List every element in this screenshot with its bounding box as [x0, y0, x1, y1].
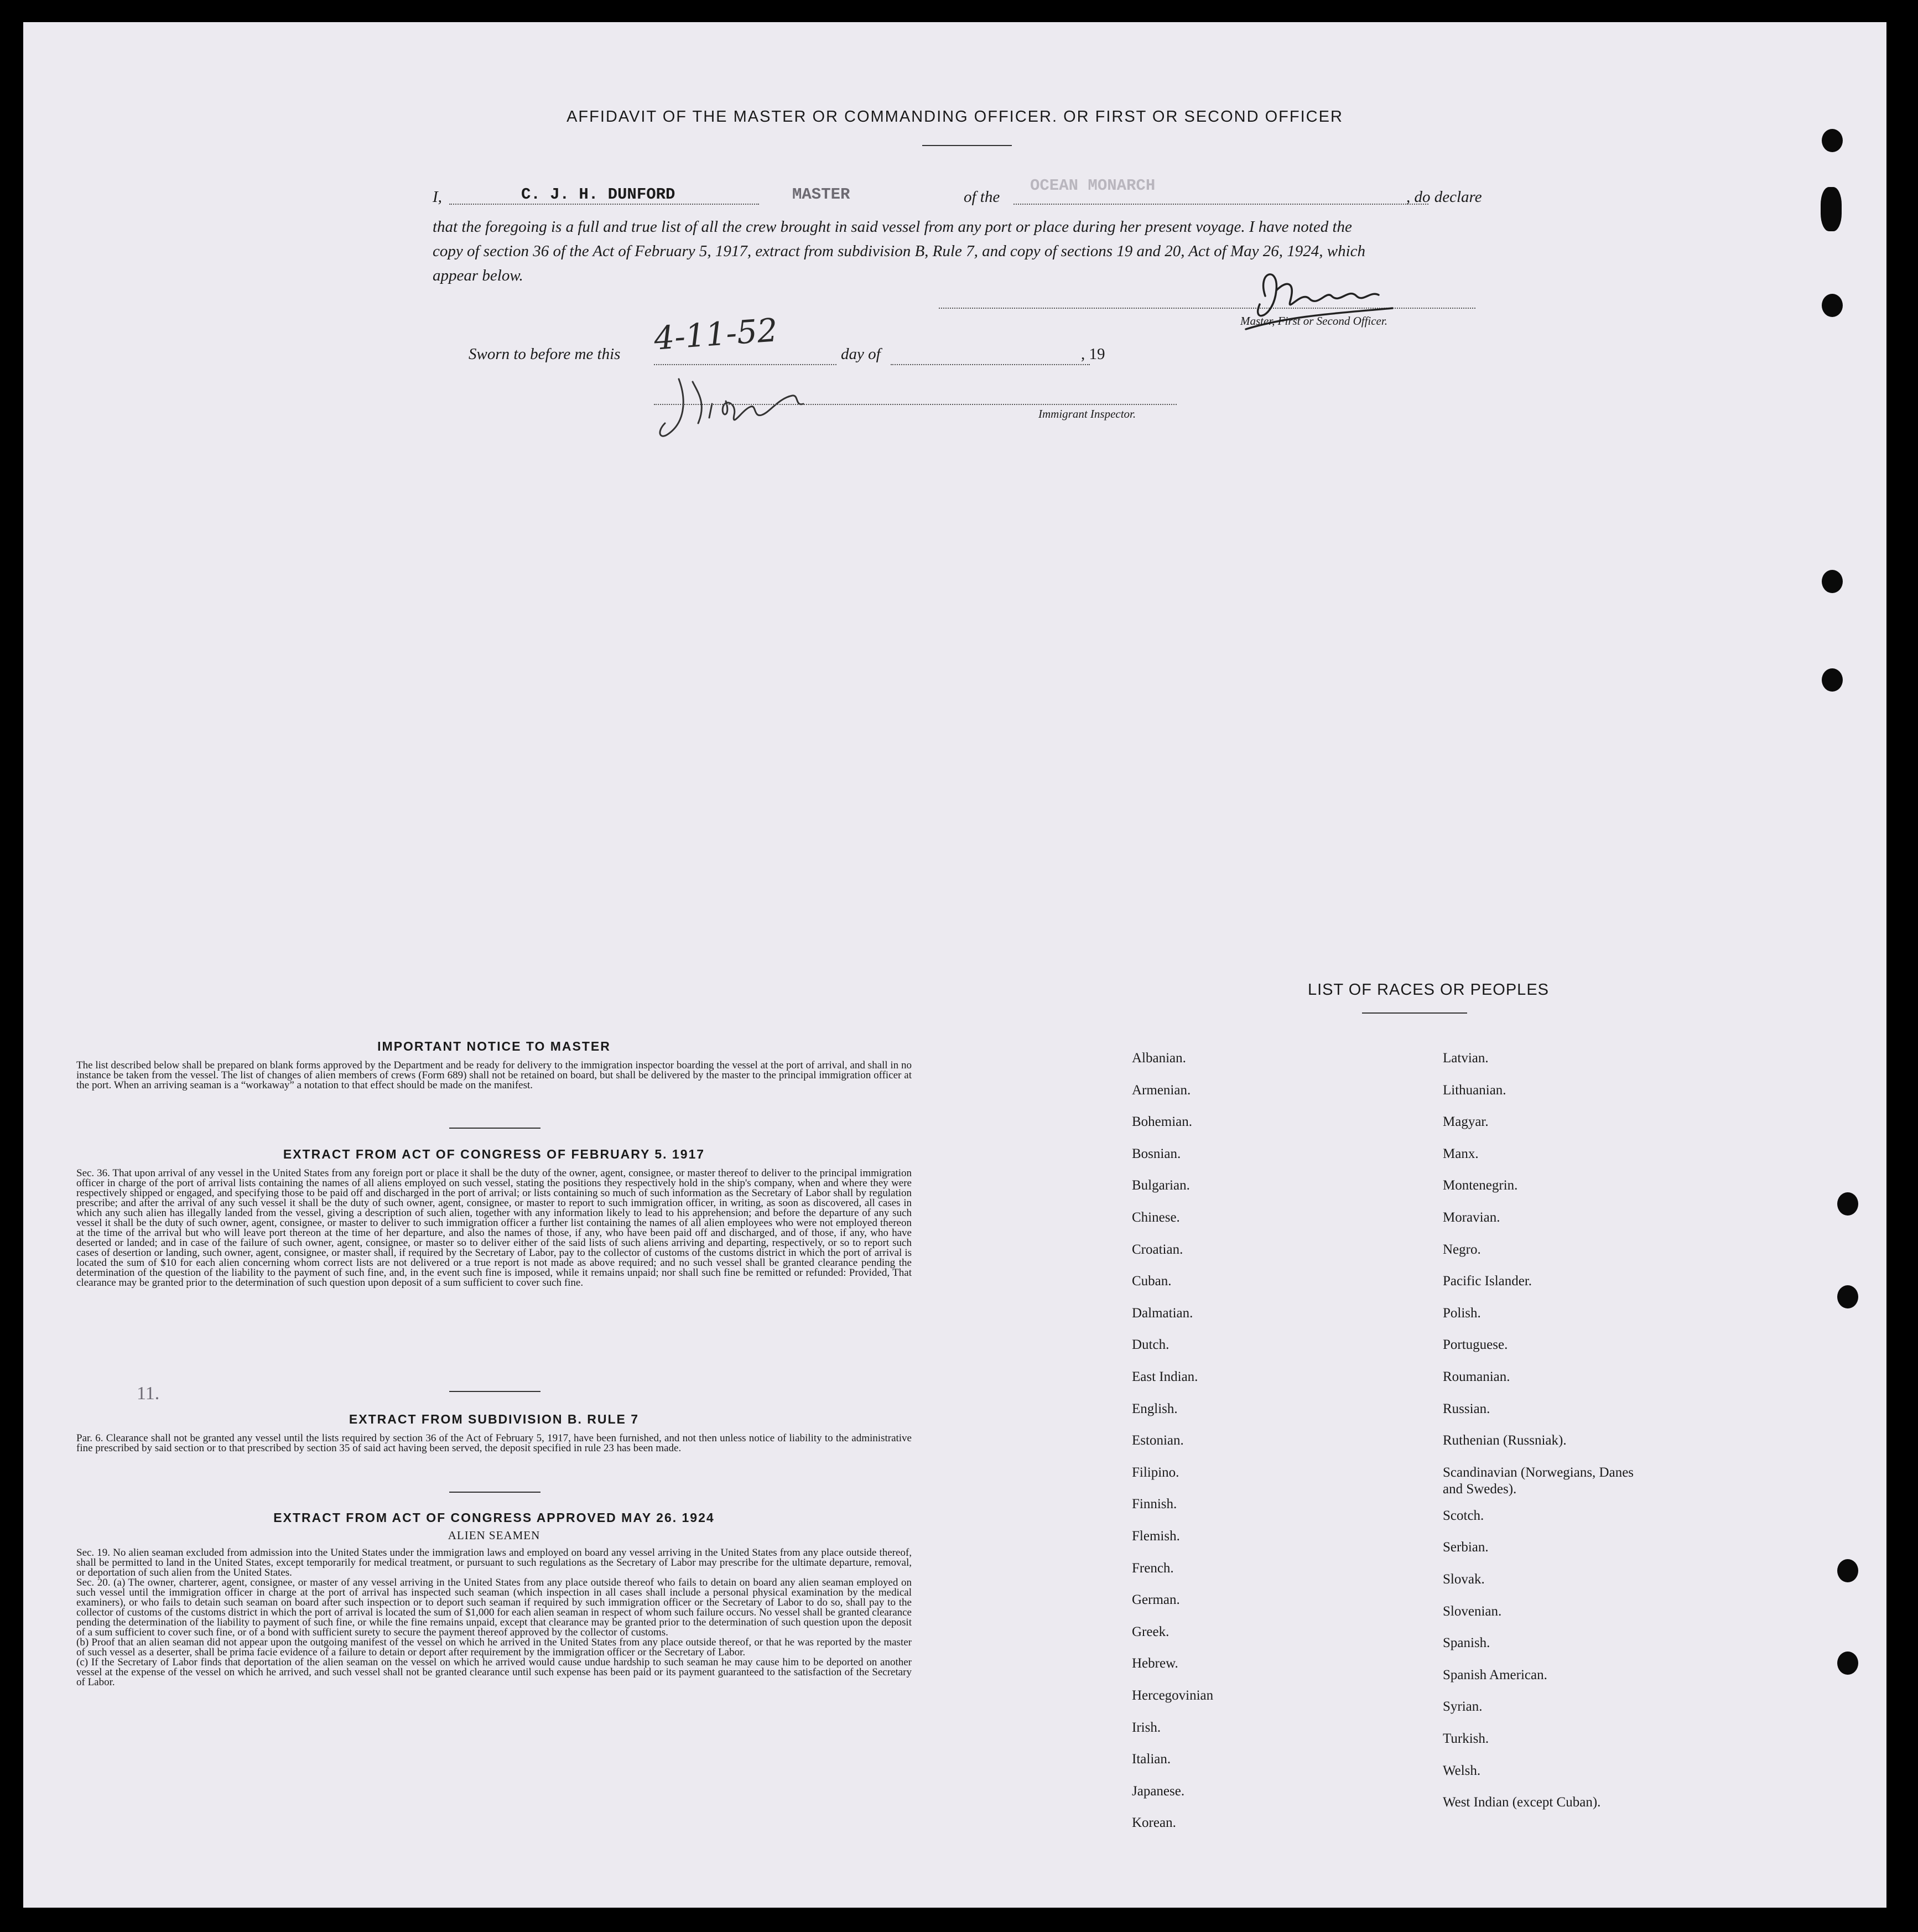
race-item: Pacific Islander.	[1443, 1274, 1532, 1289]
race-item: West Indian (except Cuban).	[1443, 1795, 1601, 1810]
race-item: Serbian.	[1443, 1540, 1489, 1555]
notice-body: The list described below shall be prepared on blank forms approved by the Department and be ready for delivery to the immigration inspector boarding the vessel at the port of arrival, and shall in no instance be taken from the vessel. The list of changes of alien members of crews (Form 689) shall not be retained on board, but shall be delivered by the master to the principal immigration officer at the port. When an arriving seaman is a “workaway” a notation to that effect should be made on the manifest.	[76, 1060, 912, 1091]
affidavit-title: AFFIDAVIT OF THE MASTER OR COMMANDING OFFICER. OR FIRST OR SECOND OFFICER	[566, 108, 1343, 126]
race-item: Magyar.	[1443, 1114, 1489, 1130]
race-item: Manx.	[1443, 1146, 1479, 1161]
race-item: Hercegovinian	[1132, 1688, 1214, 1703]
race-item: Bohemian.	[1132, 1114, 1193, 1130]
extract-1924-subtitle: ALIEN SEAMEN	[448, 1529, 540, 1542]
race-item: Polish.	[1443, 1305, 1481, 1321]
race-item: Negro.	[1443, 1242, 1481, 1257]
race-item: Albanian.	[1132, 1051, 1186, 1066]
race-item: Welsh.	[1443, 1763, 1481, 1778]
declaration-line-3: copy of section 36 of the Act of February 5, 1917, extract from subdivision B, Rule 7, and copy of sections 19 and 20, Act of May 26, 1924, which	[433, 242, 1366, 260]
sworn-date: 4-11-52	[652, 311, 779, 357]
race-item: Syrian.	[1443, 1699, 1483, 1715]
extract-rule-7	[76, 1412, 912, 1453]
race-item: Lithuanian.	[1443, 1082, 1506, 1098]
rule-7-title: EXTRACT FROM SUBDIVISION B. RULE 7	[349, 1412, 640, 1426]
extract-1917-body: Sec. 36. That upon arrival of any vessel in the United States from any foreign port or place it shall be the duty of the owner, agent, consignee, or master thereof to deliver to the principal immigration officer in charge of the port of arrival lists containing the names of all aliens employed on such vessel, stating the positions they respectively hold in the ship's company, when and where they were respectively shipped or engaged, and specifying those to be paid off and discharged in the port of arrival; or lists containing so much of such information as the Secretary of Labor shall by regulation prescribe; and after the arrival of any such vessel it shall be the duty of such owner, agent, consignee, or master to report to such immigration officer, in writing, as soon as discovered, all cases in which any such alien has illegally landed from the vessel, giving a description of such alien, together with any information likely to lead to his apprehension; and before the departure of any such vessel it shall be the duty of such owner, agent, consignee, or master to deliver to such immigration officer a further list containing the names of all alien employees who were not employed thereon at the time of the arrival but who will leave port thereon at the time of her departure, and also the names of those, if any, who have been paid off and discharged, and of those, if any, who have deserted or landed; and in case of the failure of such owner, agent, consignee, or master so to deliver either of the said lists of such aliens arriving and departing, respectively, or so to report such cases of desertion or landing, such owner, agent, consignee, or master shall, if required by the Secretary of Labor, pay to the collector of customs of the customs district in which the port of arrival is located the sum of $10 for each alien concerning whom correct lists are not delivered or a true report is not made as above required; and no such vessel shall be granted clearance pending the determination of the question of the liability to the payment of such fine, and, in the event such fine is imposed, while it remains unpaid; nor shall such fine be remitted or refunded: Provided, That clearance may be granted prior to the determination of such question upon deposit of a sum sufficient to cover such fine.	[76, 1167, 912, 1289]
race-item: Croatian.	[1132, 1242, 1183, 1257]
race-item: Japanese.	[1132, 1783, 1185, 1799]
race-item: Latvian.	[1443, 1051, 1489, 1066]
punch-hole	[1822, 129, 1843, 152]
race-item: Bulgarian.	[1132, 1178, 1190, 1193]
notice-title: IMPORTANT NOTICE TO MASTER	[377, 1039, 611, 1053]
sec-20b: (b) Proof that an alien seaman did not appear upon the outgoing manifest of the vessel on which he arrived in the United States from any place outside thereof, or that he was reported by the master of such vessel as a deserter, shall be prima facie evidence of a failure to detain or deport after requirement by the immigration officer or the Secretary of Labor.	[76, 1637, 912, 1658]
race-item: Dutch.	[1132, 1337, 1169, 1353]
race-item: Italian.	[1132, 1752, 1171, 1767]
sec-20a: Sec. 20. (a) The owner, charterer, agent, consignee, or master of any vessel arriving in the United States from any place outside thereof who fails to detain on board any alien seaman employed on such vessel until the immigration officer in charge at the port of arrival has inspected such seaman (which inspection in all cases shall include a personal physical examination by the medical examiners), or who fails to detain such seaman on board after such inspection or to deport such seaman if required by such immigration officer or the Secretary of Labor to do so, shall pay to the collector of customs of the customs district in which the port of arrival is located the sum of $1,000 for each alien seaman in respect of whom such failure occurs. No vessel shall be granted clearance pending the determination of the liability to payment of such fine, or while the fine remains unpaid, except that clearance may be granted prior to the determination of such question upon the deposit of a sum sufficient to cover such fine, or of a bond with sufficient surety to secure the payment thereof approved by the collector of customs.	[76, 1577, 912, 1638]
punch-hole	[1837, 1651, 1858, 1675]
race-item: Irish.	[1132, 1720, 1161, 1735]
rule-7-body: Par. 6. Clearance shall not be granted any vessel until the lists required by section 36 of the Act of February 5, 1917, have been furnished, and not then unless notice of liability to the administrative fine prescribed by said section or to that prescribed by section 35 of said act having been served, the deposit specified in rule 23 has been made.	[76, 1432, 912, 1454]
race-item: Turkish.	[1443, 1731, 1489, 1746]
declaration-line-4: appear below.	[433, 267, 523, 284]
sec-20c: (c) If the Secretary of Labor finds that deportation of the alien seaman on the vessel on which he arrived would cause undue hardship to such seaman he may cause him to be deported on another vessel at the expense of the vessel on which he arrived, and such vessel shall not be granted clearance until such expense has been paid or its payment guaranteed to the satisfaction of the Secretary of Labor.	[76, 1656, 912, 1688]
declaration-line-2: that the foregoing is a full and true list of all the crew brought in said vessel from any port or place during her present voyage. I have noted the	[433, 218, 1352, 236]
race-item: Moravian.	[1443, 1210, 1500, 1225]
race-item: East Indian.	[1132, 1369, 1198, 1384]
race-item: Flemish.	[1132, 1529, 1180, 1544]
race-item: Slovak.	[1443, 1572, 1485, 1587]
race-item: Slovenian.	[1443, 1603, 1502, 1619]
margin-mark: 11.	[137, 1383, 160, 1404]
punch-hole	[1822, 294, 1843, 317]
race-item: Greek.	[1132, 1624, 1169, 1639]
inspector-caption: Immigrant Inspector.	[1038, 407, 1136, 420]
extract-1917	[76, 1147, 912, 1288]
race-item: Cuban.	[1132, 1274, 1172, 1289]
document-page: AFFIDAVIT OF THE MASTER OR COMMANDING OFFICER. OR FIRST OR SECOND OFFICER I, C. J. H. DUNFORD MASTER of the OCEAN MONARCH , do declare that the foregoing is a full and true list of all the crew brought in said vessel from any port or place during her present voyage. I have noted the copy of section 36 of the Act of February 5, 1917, extract from subdivision B, Rule 7, and copy of sections 19 and 20, Act of May 26, 1924, which appear below. Master, First or Second Officer. Sworn to before me this 4-11-52 day of , 19 Immigrant Inspector. IMPORTANT NOTICE TO MASTER The list described below shall be prepared on blank forms approved by the Department and be ready for delivery to the immigration inspector boarding the vessel at the port of arrival, and shall in no instance be taken from the vessel. The list of changes of alien members of crews (Form 689) shall not be retained on board, but shall be delivered by the master to the principal immigration officer at the port. When an arriving seaman is a “workaway” a notation to that effect should be made on the manifest. EXTRACT FROM ACT OF CONGRESS OF FEBRUARY 5. 1917 Sec. 36. That upon arrival of any vessel in the United States from any foreign port or place it shall be the duty of the owner, agent, consignee, or master thereof to deliver to the principal immigration officer in charge of the port of arrival lists containing the names of all aliens employed on such vessel, stating the positions they respectively hold in the ship's company, when and where they were respectively shipped or engaged, and specifying those to be paid off and discharged in the port of arrival; or lists containing so much of such information as the Secretary of Labor shall by regulation prescribe; and after the arrival of any such vessel it shall be the duty of such owner, agent, consignee, or master to report to such immigration officer, in writing, as soon as discovered, all cases in which any such alien has illegally landed from the vessel, giving a description of such alien, together with any information likely to lead to his apprehension; and before the departure of any such vessel it shall be the duty of such owner, agent, consignee, or master to deliver to such immigration officer a further list containing the names of all alien employees who were not employed thereon at the time of the arrival but who will leave port thereon at the time of her departure, and also the names of those, if any, who have been paid off and discharged, and of those, if any, who have deserted or landed; and in case of the failure of such owner, agent, consignee, or master so to deliver either of the said lists of such aliens arriving and departing, respectively, or so to report such cases of desertion or landing, such owner, agent, consignee, or master shall, if required by the Secretary of Labor, pay to the collector of customs of the customs district in which the port of arrival is located the sum of $10 for each alien concerning whom correct lists are not delivered or a true report is not made as above required; and no such vessel shall be granted clearance pending the determination of the question of the liability to the payment of such fine, and, in the event such fine is imposed, while it remains unpaid; nor shall such fine be remitted or refunded: Provided, That clearance may be granted prior to the determination of such question upon deposit of a sum sufficient to cover such fine. 11. EXTRACT FROM SUBDIVISION B. RULE 7 Par. 6. Clearance shall not be granted any vessel until the lists required by section 36 of the Act of February 5, 1917, have been furnished, and not then unless notice of liability to the administrative fine prescribed by said section or to that prescribed by section 35 of said act having been served, the deposit specified in rule 23 has been made. EXTRACT FROM ACT OF CONGRESS APPROVED MAY 26. 1924 ALIEN SEAMEN Sec. 19. No alien seaman excluded from admission into the United States under the immigration laws and employed on board any vessel arriving in the United States from any place outside thereof, shall be permitted to land in the United States, except temporarily for medical treatment, or pursuant to such regulations as the Secretary of Labor may prescribe for the ultimate departure, removal, or deportation of such alien from the United States. Sec. 20. (a) The owner, charterer, agent, consignee, or master of any vessel arriving in the United States from any place outside thereof who fails to detain on board any alien seaman employed on such vessel until the immigration officer in charge at the port of arrival has inspected such seaman (which inspection in all cases shall include a personal physical examination by the medical examiners), or who fails to detain such seaman on board after such inspection or to deport such seaman if required by such immigration officer or the Secretary of Labor to do so, shall pay to the collector of customs of the customs district in which the port of arrival is located the sum of $1,000 for each alien seaman in respect of whom such failure occurs. No vessel shall be granted clearance pending the determination of the liability to payment of such fine, or while the fine remains unpaid, except that clearance may be granted prior to the determination of such question upon the deposit of a sum sufficient to cover such fine, or of a bond with sufficient surety to secure the payment thereof approved by the collector of customs. (b) Proof that an alien seaman did not appear upon the outgoing manifest of the vessel on which he arrived in the United States from any place outside thereof, or that he was reported by the master of such vessel as a deserter, shall be prima facie evidence of a failure to detain or deport after requirement by the immigration officer or the Secretary of Labor. (c) If the Secretary of Labor finds that deportation of the alien seaman on the vessel on which he arrived would cause undue hardship to such seaman he may cause him to be deported on another vessel at the expense of the vessel on which he arrived, and such vessel shall not be granted clearance until such expense has been paid or its payment guaranteed to the satisfaction of the Secretary of Labor. LIST OF RACES OR PEOPLES Albanian. Armenian. Bohemian. Bosnian. Bulgarian. Chinese. Croatian. Cuban. Dalmatian. Dutch. East Indian. English. Estonian. Filipino. Finnish. Flemish. French. German. Greek. Hebrew. Hercegovinian Irish. Italian. Japanese. Korean. Latvian. Lithuanian. Magyar. Manx. Montenegrin. Moravian. Negro. Pacific Islander. Polish. Portuguese. Roumanian. Russian. Ruthenian (Russniak). Scandinavian (Norwegians, Danes and Swedes). Scotch. Serbian. Slovak. Slovenian. Spanish. Spanish American. Syrian. Turkish. Welsh. West Indian (except Cuban).	[23, 22, 1886, 1908]
race-item: Spanish American.	[1443, 1667, 1547, 1682]
race-item: Roumanian.	[1443, 1369, 1510, 1384]
race-item: Scandinavian (Norwegians, Danes and Swedes).	[1443, 1464, 1634, 1497]
race-item: Russian.	[1443, 1401, 1490, 1416]
punch-hole	[1822, 668, 1843, 692]
race-item: Filipino.	[1132, 1464, 1179, 1480]
race-item: Dalmatian.	[1132, 1305, 1193, 1321]
race-item: French.	[1132, 1560, 1174, 1576]
punch-hole	[1821, 187, 1842, 231]
vessel-name: OCEAN MONARCH	[1030, 176, 1156, 195]
signature-caption: Master, First or Second Officer.	[1240, 314, 1387, 328]
important-notice	[76, 1039, 912, 1090]
punch-hole	[1822, 570, 1843, 593]
punch-hole	[1837, 1285, 1858, 1308]
race-item: German.	[1132, 1592, 1180, 1608]
race-item: Finnish.	[1132, 1497, 1177, 1512]
declaration-line-1: I, C. J. H. DUNFORD MASTER of the OCEAN MONARCH , do declare	[433, 185, 1484, 209]
race-item: Estonian.	[1132, 1433, 1184, 1448]
race-item: Korean.	[1132, 1815, 1176, 1831]
race-item: Hebrew.	[1132, 1656, 1178, 1671]
race-item: Scotch.	[1443, 1508, 1484, 1523]
races-title: LIST OF RACES OR PEOPLES	[1307, 981, 1550, 999]
sec-19: Sec. 19. No alien seaman excluded from admission into the United States under the immigration laws and employed on board any vessel arriving in the United States from any place outside thereof, shall be permitted to land in the United States, except temporarily for medical treatment, or pursuant to such regulations as the Secretary of Labor may prescribe for the ultimate departure, removal, or deportation of such alien from the United States.	[76, 1547, 912, 1578]
race-item: Armenian.	[1132, 1082, 1191, 1098]
race-item: Montenegrin.	[1443, 1178, 1518, 1193]
punch-hole	[1837, 1192, 1858, 1216]
sworn-label: Sworn to before me this	[469, 345, 621, 363]
punch-hole	[1837, 1559, 1858, 1582]
race-item: Bosnian.	[1132, 1146, 1181, 1161]
race-item: Chinese.	[1132, 1210, 1180, 1225]
extract-1924	[76, 1510, 912, 1687]
master-name: C. J. H. DUNFORD	[521, 185, 675, 204]
title-underline	[922, 145, 1012, 146]
race-item: Ruthenian (Russniak).	[1443, 1433, 1567, 1448]
master-rank: MASTER	[792, 185, 850, 204]
race-item: Spanish.	[1443, 1635, 1490, 1651]
race-item: Portuguese.	[1443, 1337, 1508, 1353]
extract-1924-title: EXTRACT FROM ACT OF CONGRESS APPROVED MAY 26. 1924	[273, 1510, 715, 1525]
race-item: English.	[1132, 1401, 1178, 1416]
extract-1917-title: EXTRACT FROM ACT OF CONGRESS OF FEBRUARY 5. 1917	[283, 1147, 705, 1161]
